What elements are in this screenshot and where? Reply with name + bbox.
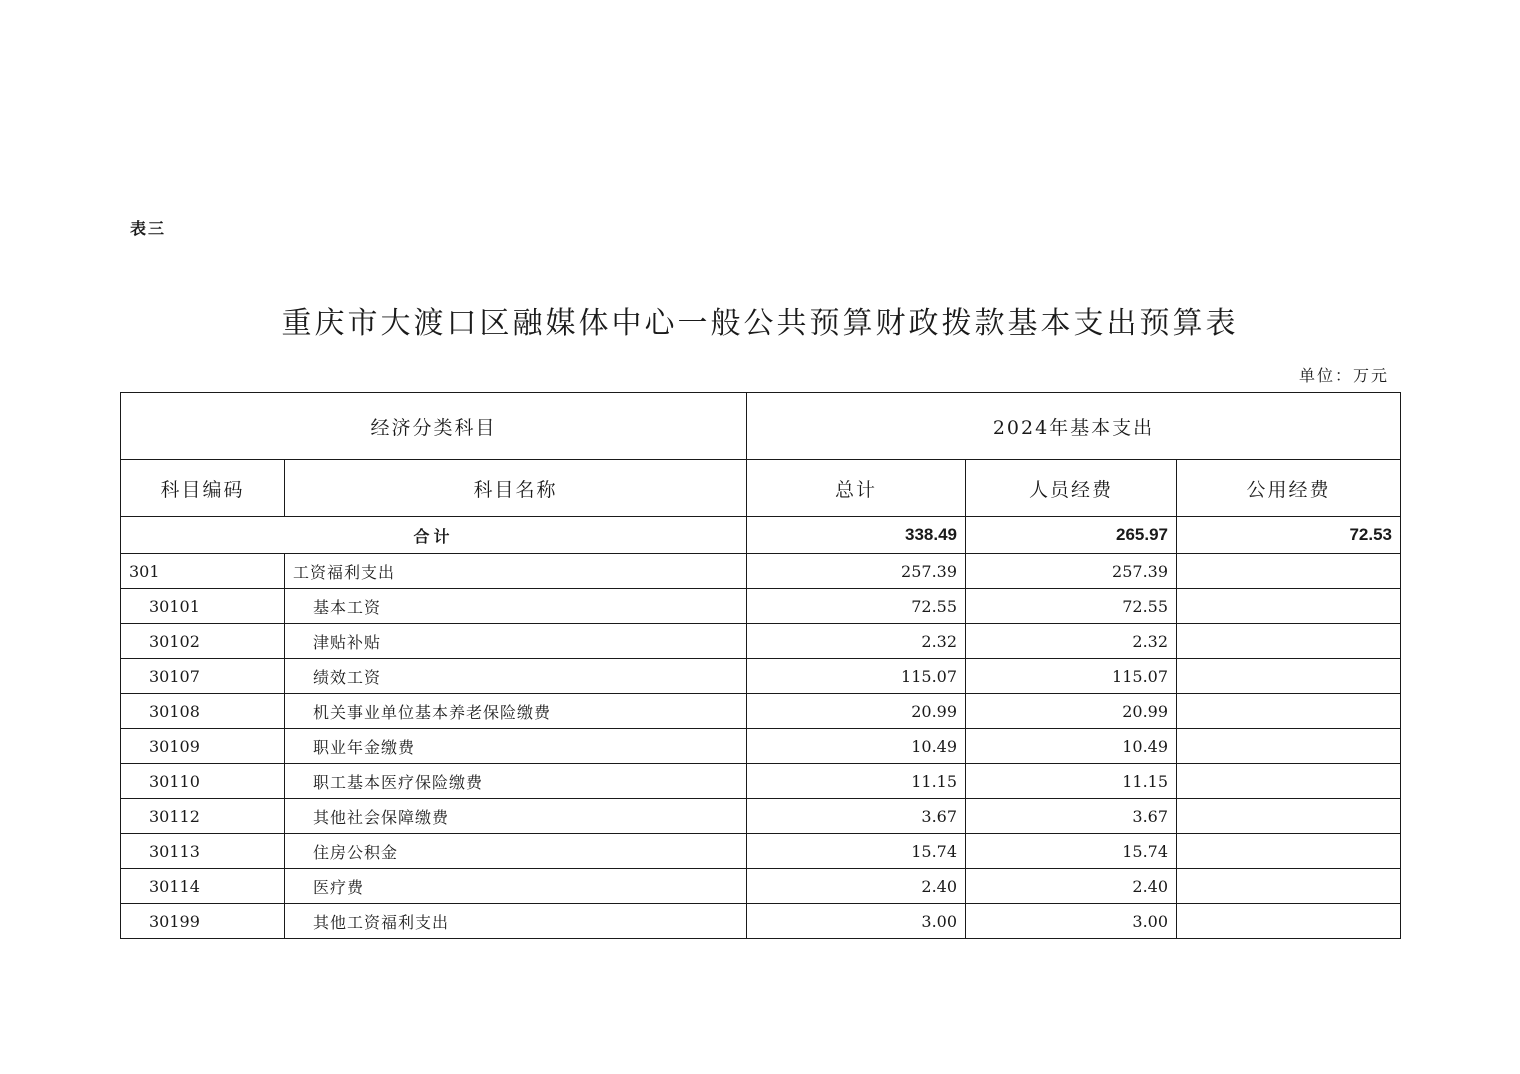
row-name: 其他社会保障缴费 (285, 799, 747, 834)
row-total: 20.99 (747, 694, 966, 729)
row-total: 3.67 (747, 799, 966, 834)
row-personnel: 3.00 (966, 904, 1177, 939)
unit-label: 单位：万元 (1298, 366, 1389, 385)
row-personnel: 2.32 (966, 624, 1177, 659)
code-column-header: 科目编码 (121, 460, 285, 517)
table-tag: 表三 (130, 219, 167, 238)
row-public (1177, 729, 1401, 764)
row-public (1177, 589, 1401, 624)
table-row (121, 799, 1401, 834)
row-name: 其他工资福利支出 (285, 904, 747, 939)
basic-expense-header: 2024年基本支出 (747, 393, 1401, 460)
page-title: 重庆市大渡口区融媒体中心一般公共预算财政拨款基本支出预算表 (281, 306, 1239, 342)
table-row (121, 554, 1401, 589)
table-row (121, 834, 1401, 869)
total-label: 合计 (121, 517, 747, 554)
total-sum: 338.49 (747, 517, 966, 554)
row-name: 机关事业单位基本养老保险缴费 (285, 694, 747, 729)
row-name: 工资福利支出 (285, 554, 747, 589)
row-code: 30107 (121, 659, 285, 694)
name-column-header: 科目名称 (285, 460, 747, 517)
row-code: 30102 (121, 624, 285, 659)
row-personnel: 3.67 (966, 799, 1177, 834)
table-row (121, 764, 1401, 799)
budget-table (120, 392, 1401, 939)
row-total: 115.07 (747, 659, 966, 694)
row-personnel: 15.74 (966, 834, 1177, 869)
group-header-row (121, 393, 1401, 460)
public-column-header: 公用经费 (1177, 460, 1401, 517)
row-total: 3.00 (747, 904, 966, 939)
total-column-header: 总计 (747, 460, 966, 517)
row-code: 30114 (121, 869, 285, 904)
row-public (1177, 554, 1401, 589)
row-public (1177, 904, 1401, 939)
table-row (121, 624, 1401, 659)
row-personnel: 72.55 (966, 589, 1177, 624)
row-public (1177, 869, 1401, 904)
row-name: 津贴补贴 (285, 624, 747, 659)
total-public: 72.53 (1177, 517, 1401, 554)
table-row (121, 659, 1401, 694)
row-total: 257.39 (747, 554, 966, 589)
row-public (1177, 834, 1401, 869)
row-code: 30101 (121, 589, 285, 624)
econ-class-header: 经济分类科目 (121, 393, 747, 460)
row-code: 30109 (121, 729, 285, 764)
row-name: 住房公积金 (285, 834, 747, 869)
row-total: 10.49 (747, 729, 966, 764)
row-total: 11.15 (747, 764, 966, 799)
column-header-row (121, 460, 1401, 517)
row-personnel: 257.39 (966, 554, 1177, 589)
row-name: 医疗费 (285, 869, 747, 904)
row-name: 绩效工资 (285, 659, 747, 694)
table-row (121, 869, 1401, 904)
row-personnel: 10.49 (966, 729, 1177, 764)
row-total: 72.55 (747, 589, 966, 624)
row-public (1177, 624, 1401, 659)
row-code: 30112 (121, 799, 285, 834)
table-row (121, 694, 1401, 729)
table-row (121, 729, 1401, 764)
row-name: 职业年金缴费 (285, 729, 747, 764)
row-public (1177, 694, 1401, 729)
row-code: 30113 (121, 834, 285, 869)
table-row (121, 589, 1401, 624)
row-public (1177, 659, 1401, 694)
row-code: 30199 (121, 904, 285, 939)
row-personnel: 115.07 (966, 659, 1177, 694)
table-row (121, 904, 1401, 939)
row-name: 基本工资 (285, 589, 747, 624)
row-personnel: 11.15 (966, 764, 1177, 799)
row-code: 30110 (121, 764, 285, 799)
row-code: 30108 (121, 694, 285, 729)
row-name: 职工基本医疗保险缴费 (285, 764, 747, 799)
row-total: 2.32 (747, 624, 966, 659)
row-code: 301 (121, 554, 285, 589)
row-total: 2.40 (747, 869, 966, 904)
total-personnel: 265.97 (966, 517, 1177, 554)
total-row (121, 517, 1401, 554)
row-personnel: 20.99 (966, 694, 1177, 729)
row-personnel: 2.40 (966, 869, 1177, 904)
row-total: 15.74 (747, 834, 966, 869)
row-public (1177, 799, 1401, 834)
row-public (1177, 764, 1401, 799)
personnel-column-header: 人员经费 (966, 460, 1177, 517)
